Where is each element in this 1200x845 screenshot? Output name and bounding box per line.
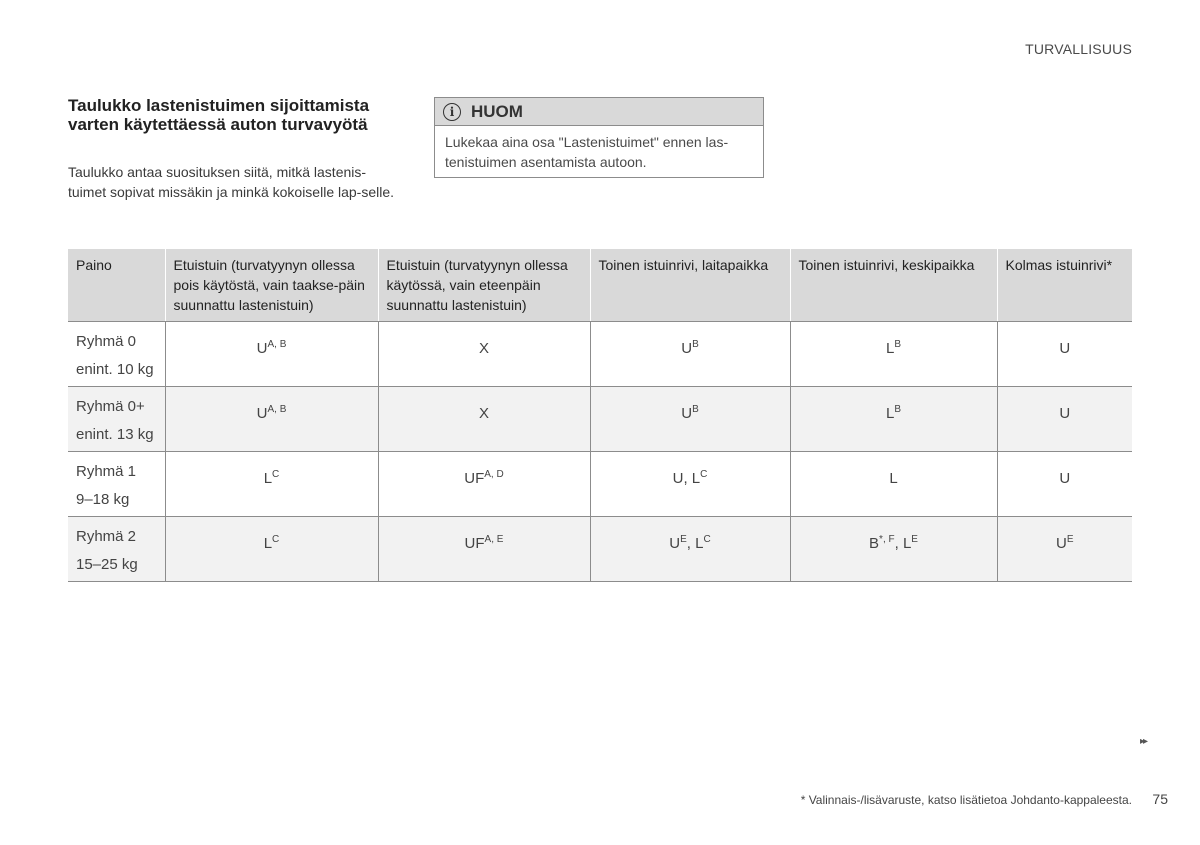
column-header: Toinen istuinrivi, keskipaikka [790, 249, 997, 322]
column-header: Etuistuin (turvatyynyn ollessa käytössä, vain eteenpäin suunnattu lastenistuin) [378, 249, 590, 322]
code-main: L [263, 534, 273, 552]
code-tail: , L [686, 534, 704, 552]
note-header [435, 98, 763, 126]
code-sup: A, D [484, 468, 504, 480]
seat-code [1056, 535, 1074, 552]
code-sup: C [700, 468, 708, 480]
seat-code-cell [378, 387, 590, 452]
seat-code-cell [378, 322, 590, 387]
table-row [68, 387, 1132, 452]
seat-code [673, 470, 708, 487]
seat-code [886, 405, 901, 422]
seat-code [869, 535, 918, 552]
seat-code-cell [590, 322, 790, 387]
seat-code [465, 535, 504, 552]
seat-code-cell [790, 452, 997, 517]
seat-code-cell [590, 452, 790, 517]
code-sup: A, B [267, 403, 287, 415]
code-main: B [869, 534, 880, 552]
weight-group-cell [68, 517, 165, 582]
weight-group-cell [68, 322, 165, 387]
note-text: Lukekaa aina osa "Lastenistuimet" ennen las-tenistuimen asentamista autoon. [445, 134, 729, 170]
code-main: X [478, 404, 489, 422]
seat-code-cell [165, 322, 378, 387]
seat-code-cell [997, 322, 1132, 387]
code-main: U [1059, 339, 1071, 357]
seat-code-cell [997, 387, 1132, 452]
group-label: Ryhmä 1 [76, 463, 137, 480]
article-title: Taulukko lastenistuimen sijoittamista varten käytettäessä auton turvavyötä [68, 96, 370, 134]
note-box [434, 97, 764, 178]
group-label: Ryhmä 0+ [76, 398, 145, 415]
table-row [68, 517, 1132, 582]
seat-code [681, 340, 699, 357]
seat-code [669, 535, 710, 552]
code-tail-sup: C [703, 533, 711, 545]
seat-code [264, 535, 280, 552]
code-sup: B [894, 403, 901, 415]
group-label: Ryhmä 0 [76, 333, 137, 350]
table-row [68, 322, 1132, 387]
code-sup: C [272, 468, 280, 480]
code-tail-sup: E [911, 533, 918, 545]
info-icon: i [443, 103, 461, 121]
child-seat-table [68, 249, 1132, 582]
code-main: U [256, 339, 268, 357]
seat-code-cell [997, 452, 1132, 517]
seat-code [257, 340, 287, 357]
seat-code-cell [378, 452, 590, 517]
seat-code [886, 340, 901, 357]
seat-code [479, 405, 489, 422]
code-main: U [1055, 534, 1067, 552]
weight-group-cell [68, 387, 165, 452]
seat-code-cell [790, 322, 997, 387]
code-main: L [885, 404, 895, 422]
seat-code [464, 470, 503, 487]
seat-code [1059, 470, 1070, 487]
code-main: U [681, 339, 693, 357]
code-main: X [478, 339, 489, 357]
weight-label: enint. 13 kg [76, 426, 154, 443]
code-main: U [256, 404, 268, 422]
code-sup: *, F [879, 533, 895, 545]
code-sup: C [272, 533, 280, 545]
weight-group-cell [68, 452, 165, 517]
seat-code [1059, 340, 1070, 357]
column-header: Etuistuin (turvatyynyn ollessa pois käytöstä, vain taakse-päin suunnattu lastenistuin) [165, 249, 378, 322]
code-sup: A, B [267, 338, 287, 350]
note-title: HUOM [471, 101, 523, 121]
code-main: L [885, 339, 895, 357]
footnote: * Valinnais-/lisävaruste, katso lisätietoa Johdanto-kappaleesta. [800, 793, 1132, 807]
code-main: U [681, 404, 693, 422]
code-main: U [1059, 469, 1071, 487]
group-label: Ryhmä 2 [76, 528, 137, 545]
column-header: Kolmas istuinrivi* [997, 249, 1132, 322]
seat-code-cell [165, 452, 378, 517]
column-header: Paino [68, 249, 165, 322]
code-sup: A, E [484, 533, 504, 545]
weight-label: 15–25 kg [76, 556, 138, 573]
seat-code [257, 405, 287, 422]
code-sup: B [894, 338, 901, 350]
weight-label: enint. 10 kg [76, 361, 154, 378]
seat-code-cell [165, 387, 378, 452]
code-sup: E [680, 533, 687, 545]
code-main: UF [464, 469, 485, 487]
seat-code-cell [997, 517, 1132, 582]
seat-code [681, 405, 699, 422]
seat-code [479, 340, 489, 357]
seat-code-cell [590, 387, 790, 452]
seat-code-cell [790, 387, 997, 452]
column-header: Toinen istuinrivi, laitapaikka [590, 249, 790, 322]
seat-code [1059, 405, 1070, 422]
seat-code-cell [590, 517, 790, 582]
table-header-row [68, 249, 1132, 322]
article-intro: Taulukko antaa suosituksen siitä, mitkä lastenis-tuimet sopivat missäkin ja minkä kokoiselle lap-selle. [68, 164, 395, 200]
section-label: TURVALLISUUS [1025, 41, 1132, 57]
code-tail: , L [894, 534, 912, 552]
code-sup: B [692, 403, 699, 415]
table-row [68, 452, 1132, 517]
page-number: 75 [1152, 791, 1168, 807]
code-main: L [263, 469, 273, 487]
seat-code [264, 470, 280, 487]
seat-code-cell [378, 517, 590, 582]
seat-code [889, 470, 897, 487]
continue-arrows-icon: ▸▸ [1139, 736, 1146, 747]
code-main: U [669, 534, 681, 552]
weight-label: 9–18 kg [76, 491, 130, 508]
code-main: U [1059, 404, 1071, 422]
code-main: UF [464, 534, 485, 552]
seat-code-cell [165, 517, 378, 582]
code-main: U, L [672, 469, 701, 487]
code-sup: B [692, 338, 699, 350]
code-sup: E [1066, 533, 1074, 545]
code-main: L [889, 469, 898, 487]
seat-code-cell [790, 517, 997, 582]
